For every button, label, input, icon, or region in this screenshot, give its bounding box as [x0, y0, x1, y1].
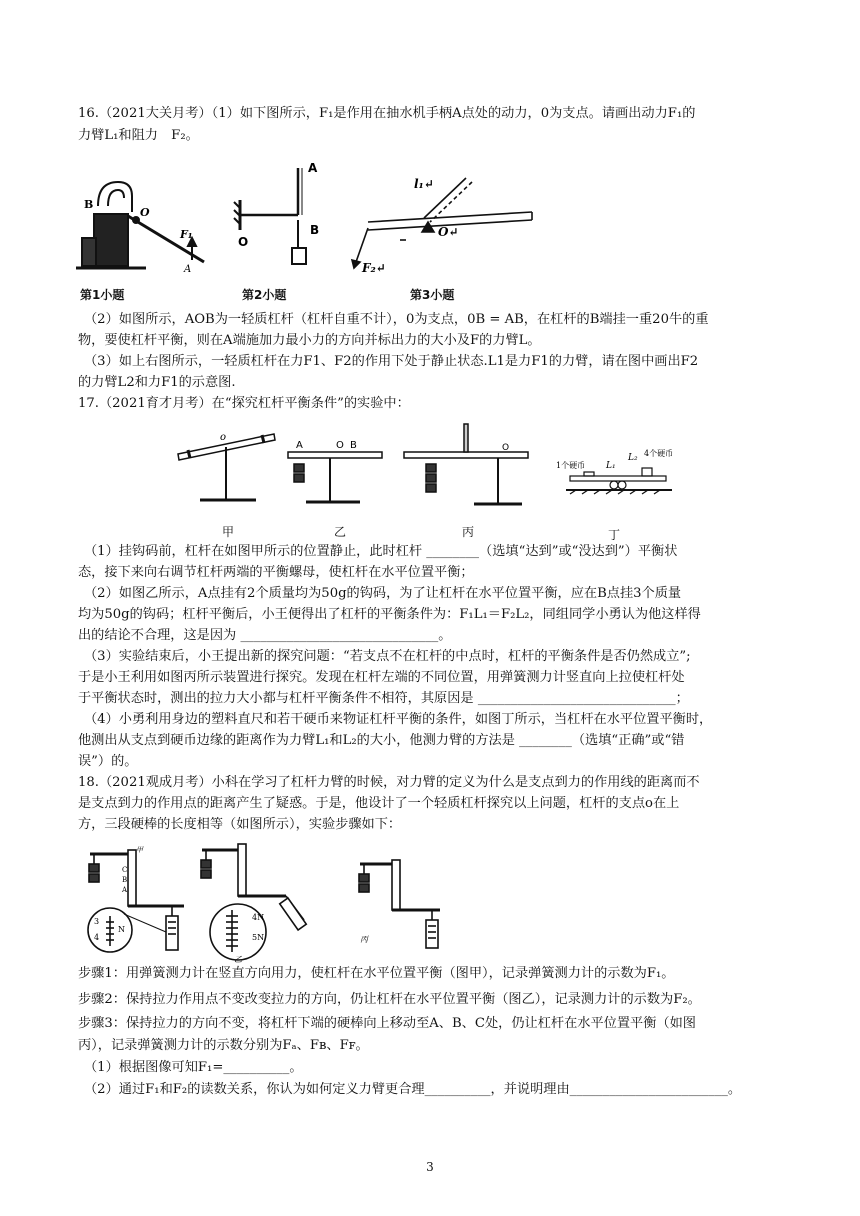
q16-intro: 16.（2021大关月考）（1）如下图所示，F₁是作用在抽水机手柄A点处的动力，0为支点。请画出动力F₁的	[78, 106, 696, 121]
yi-label-O: O	[336, 440, 344, 451]
q17-part4-line1: （4）小勇利用身边的塑料直尺和若干硬币来物证杠杆平衡的条件，如图丁所示，当杠杆在水平位置平衡时，	[84, 712, 713, 727]
q16-fig2-caption: 第2小题	[242, 288, 287, 302]
q18-jia-label-B: B	[122, 876, 128, 884]
q16-intro-cont: 力臂L₁和阻力 F₂。	[78, 128, 199, 143]
q16-part2-line2: 物，要使杠杆平衡，则在A端施加力最小力的方向并标出力的大小及F的力臂L。	[78, 333, 541, 348]
ding-label-coin1: 1个硬币	[556, 461, 586, 470]
q18-step3-line1: 步骤3：保持拉力的方向不变，将杠杆下端的硬棒向上移动至A、B、C处，仍让杠杆在水平位置平衡（如图	[78, 1016, 696, 1031]
q17-caption-bing: 丙	[462, 525, 475, 539]
ding-label-coin4: 4个硬币	[644, 449, 674, 458]
page-number: 3	[426, 1160, 434, 1174]
q18-step1: 步骤1：用弹簧测力计在竖直方向用力，使杠杆在水平位置平衡（图甲），记录弹簧测力计的示数为F₁。	[78, 966, 675, 981]
q18-fig-jia-lever	[80, 842, 190, 960]
q17-part4-line2: 他测出从支点到硬币边缘的距离作为力臂L₁和L₂的大小，他测力臂的方法是 ________（选填“正确”或“错	[78, 733, 685, 748]
ding-label-L2: L₂	[628, 453, 638, 463]
q18-question1: （1）根据图像可知F₁=__________。	[84, 1060, 303, 1075]
q17-part3-line1: （3）实验结束后，小王提出新的探究问题：“若支点不在杠杆的中点时，杠杆的平衡条件是否仍然成立”;	[84, 649, 691, 664]
q17-caption-jia: 甲	[222, 525, 235, 539]
bing-label-O: O	[502, 443, 510, 453]
q17-fig-jia-tilted-lever	[176, 420, 276, 510]
q17-fig-ding-ruler-coins	[556, 446, 676, 516]
fig1-label-A: A	[184, 264, 192, 275]
q18-jia-label-C: C	[122, 866, 128, 874]
q16-fig1-caption: 第1小题	[80, 288, 125, 302]
q17-part2-line2: 均为50g的钩码；杠杆平衡后，小王便得出了杠杆的平衡条件为：F₁L₁＝F₂L₂，同组同学小勇认为他这样得	[78, 607, 701, 622]
q18-step3-line2: 丙），记录弹簧测力计的示数分别为Fₐ、Fʙ、Fꜰ。	[78, 1038, 369, 1053]
q16-part3-line2: 的力臂L2和力F1的示意图.	[78, 375, 236, 390]
q16-fig1-pump-diagram	[76, 168, 216, 278]
jia-label-o: o	[220, 432, 227, 443]
q17-part2-line1: （2）如图乙所示，A点挂有2个质量均为50g的钩码，为了让杠杆在水平位置平衡，应在B点挂3个质量	[84, 586, 682, 601]
q18-step2: 步骤2：保持拉力作用点不变改变拉力的方向，仍让杠杆在水平位置平衡（图乙），记录测力计的示数为F₂。	[78, 992, 701, 1007]
q16-fig3-lever-diagram	[346, 170, 536, 274]
q18-bing-caption: 丙	[360, 935, 368, 944]
q17-part3-line3: 于平衡状态时，测出的拉力大小都与杠杆平衡条件不相符，其原因是 ______________________________；	[78, 691, 689, 706]
q17-part1-line2: 态，接下来向右调节杠杆两端的平衡螺母，使杠杆在水平位置平衡；	[78, 565, 474, 580]
q18-jia-dial-3: 3	[94, 917, 100, 926]
q17-part1-line1: （1）挂钩码前，杠杆在如图甲所示的位置静止，此时杠杆 ________（选填“达到”或“没达到”）平衡状	[84, 544, 678, 559]
q18-intro-line2: 是支点到力的作用点的距离产生了疑惑。于是，他设计了一个轻质杠杆探究以上问题，杠杆的支点o在上	[78, 796, 680, 811]
q16-fig2-lever-diagram	[232, 160, 332, 270]
q17-fig-yi-lever-with-weights	[286, 436, 386, 512]
q17-caption-ding: 丁	[608, 528, 621, 542]
q18-yi-dial-5N: 5N	[252, 933, 265, 942]
q17-intro: 17.（2021育才月考）在“探究杠杆平衡条件”的实验中：	[78, 396, 410, 411]
q18-intro-line3: 方，三段硬棒的长度相等（如图所示），实验步骤如下：	[78, 817, 402, 832]
fig2-label-B: B	[310, 223, 320, 237]
q18-jia-top-label: 甲	[136, 846, 143, 854]
q17-fig-bing-lever-spring-scale	[402, 420, 532, 512]
q17-part3-line2: 于是小王利用如图丙所示装置进行探究。发现在杠杆左端的不同位置，用弹簧测力计竖直向上拉使杠杆处	[78, 670, 685, 685]
q18-jia-dial-N: N	[118, 925, 125, 934]
fig2-label-O: O	[238, 235, 249, 249]
q17-part4-line3: 误”）的。	[78, 754, 138, 769]
q18-yi-caption: 乙	[234, 955, 242, 964]
q18-yi-dial-4N: 4N	[252, 913, 265, 922]
q18-intro-line1: 18.（2021观成月考）小科在学习了杠杆力臂的时候，对力臂的定义为什么是支点到力的作用线的距离而不	[78, 775, 700, 790]
q16-part2-line1: （2）如图所示，AOB为一轻质杠杆（杠杆自重不计），0为支点，0B = AB，在杠杆的B端挂一重20牛的重	[84, 312, 709, 327]
q16-fig3-caption: 第3小题	[410, 288, 455, 302]
yi-label-A: A	[296, 440, 303, 451]
q18-fig-yi-lever	[192, 836, 312, 964]
q18-jia-label-A: A	[122, 886, 128, 894]
fig2-label-A: A	[308, 161, 318, 175]
fig3-label-l1: l₁↵	[414, 177, 434, 191]
q17-part2-line3: 出的结论不合理，这是因为 ______________________________。	[78, 628, 452, 643]
ding-label-L1: L₁	[606, 461, 616, 471]
fig1-label-B: B	[84, 198, 94, 211]
q18-question2: （2）通过F₁和F₂的读数关系，你认为如何定义力臂更合理__________，并说明理由________________________。	[84, 1082, 742, 1097]
fig1-label-F1: F₁	[180, 228, 193, 241]
q17-caption-yi: 乙	[334, 525, 347, 539]
fig3-label-O: O↵	[438, 225, 459, 239]
q18-jia-dial-4: 4	[94, 933, 100, 942]
fig1-label-O: O	[140, 206, 150, 219]
fig3-label-F2: F₂↵	[362, 261, 386, 275]
q16-part3-line1: （3）如上右图所示，一轻质杠杆在力F1、F2的作用下处于静止状态.L1是力F1的力臂，请在图中画出F2	[84, 354, 699, 369]
q18-fig-bing-lever	[352, 852, 452, 952]
yi-label-B: B	[350, 440, 357, 451]
